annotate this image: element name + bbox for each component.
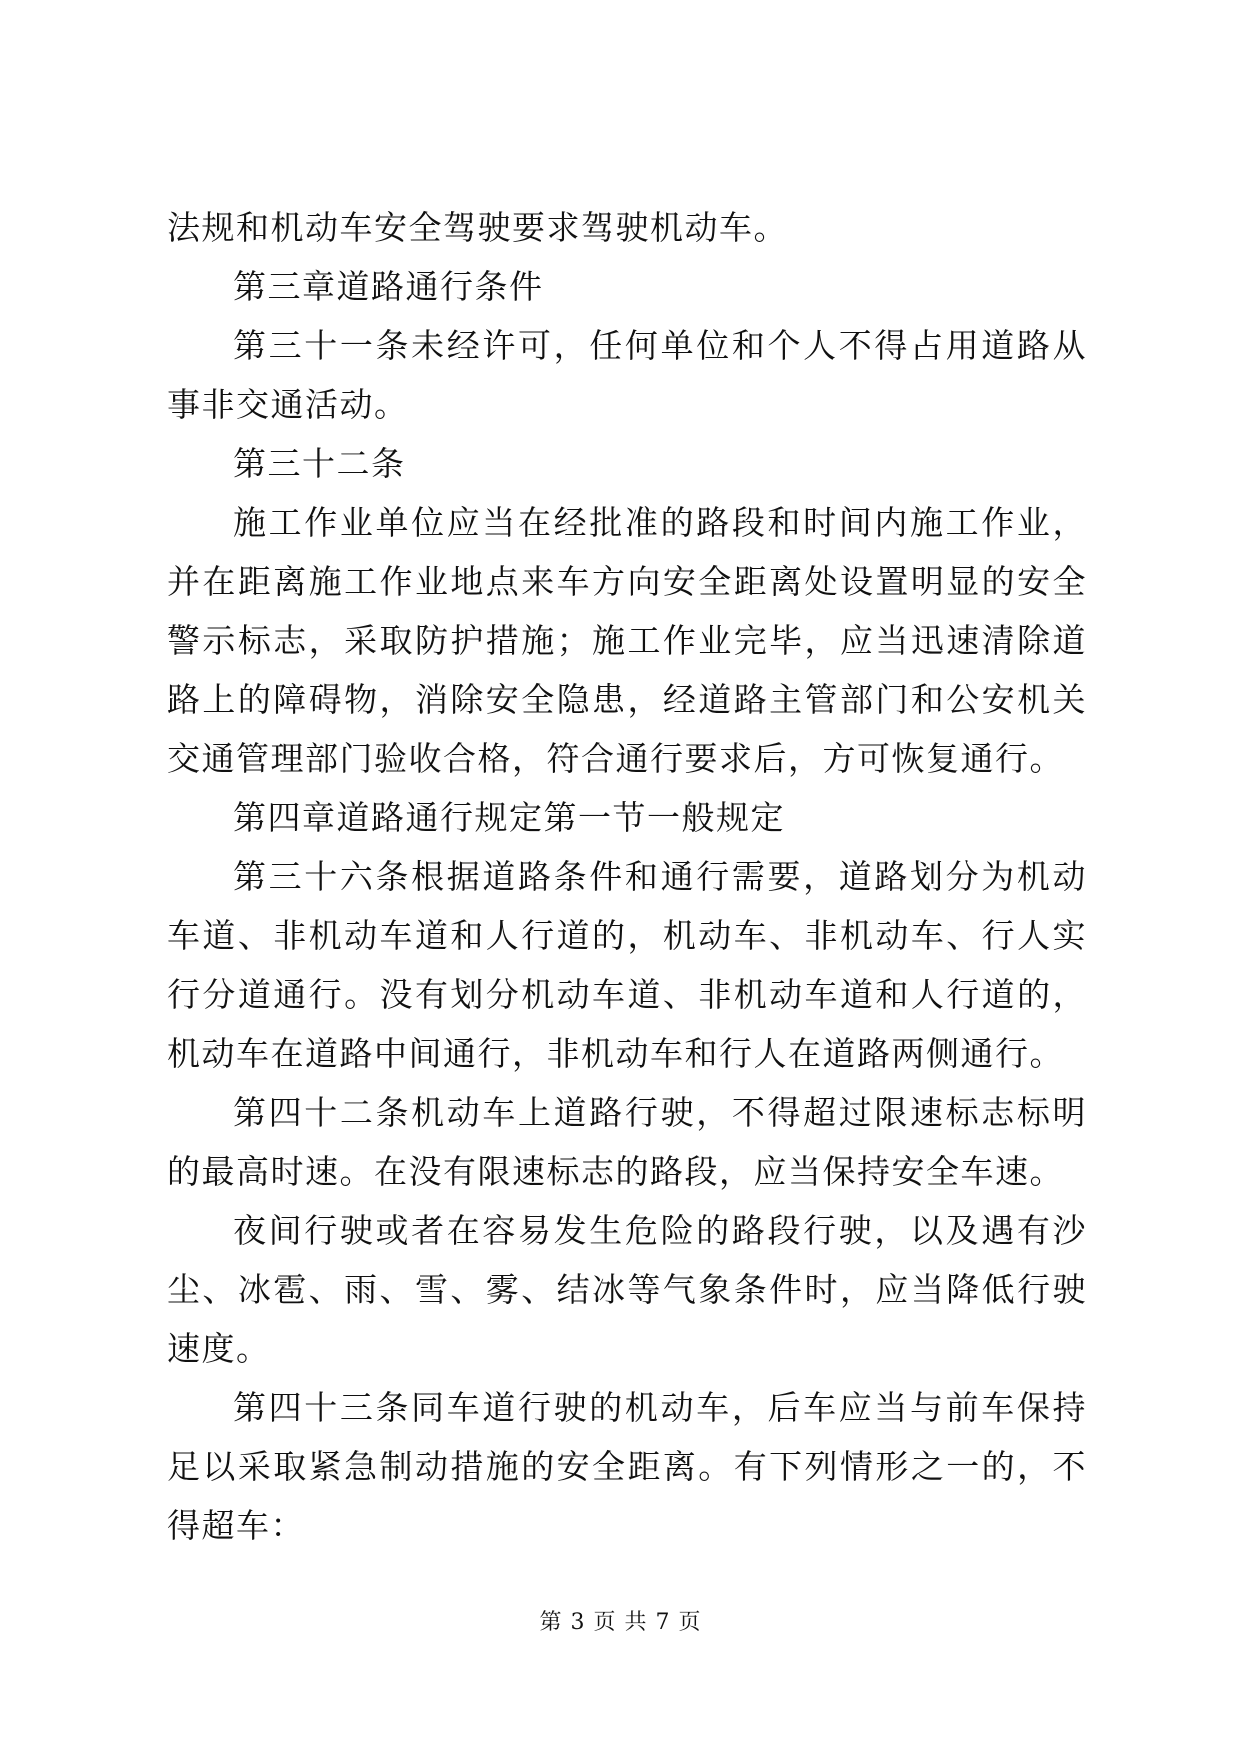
article-43: 第四十三条同车道行驶的机动车，后车应当与前车保持足以采取紧急制动措施的安全距离。有下列情形之一的，不得超车： (167, 1388, 1087, 1545)
paragraph-continuation: 法规和机动车安全驾驶要求驾驶机动车。 (167, 208, 788, 247)
article-36: 第三十六条根据道路条件和通行需要，道路划分为机动车道、非机动车道和人行道的，机动车、非机动车、行人实行分道通行。没有划分机动车道、非机动车道和人行道的，机动车在道路中间通行，非机动车和行人在道路两侧通行。 (167, 857, 1087, 1073)
article-32-heading: 第三十二条 (233, 444, 406, 483)
chapter-heading-4: 第四章道路通行规定第一节一般规定 (233, 798, 785, 837)
document-body (167, 198, 1087, 1555)
article-42: 第四十二条机动车上道路行驶，不得超过限速标志标明的最高时速。在没有限速标志的路段，应当保持安全车速。 (167, 1093, 1087, 1191)
page-number-footer: 第 3 页 共 7 页 (539, 1610, 702, 1635)
article-42-night-driving: 夜间行驶或者在容易发生危险的路段行驶，以及遇有沙尘、冰雹、雨、雪、雾、结冰等气象条件时，应当降低行驶速度。 (167, 1211, 1087, 1368)
article-32-body: 施工作业单位应当在经批准的路段和时间内施工作业，并在距离施工作业地点来车方向安全距离处设置明显的安全警示标志，采取防护措施；施工作业完毕，应当迅速清除道路上的障碍物，消除安全隐患，经道路主管部门和公安机关交通管理部门验收合格，符合通行要求后，方可恢复通行。 (167, 503, 1087, 778)
chapter-heading-3: 第三章道路通行条件 (233, 267, 544, 306)
article-31: 第三十一条未经许可，任何单位和个人不得占用道路从事非交通活动。 (167, 326, 1087, 424)
